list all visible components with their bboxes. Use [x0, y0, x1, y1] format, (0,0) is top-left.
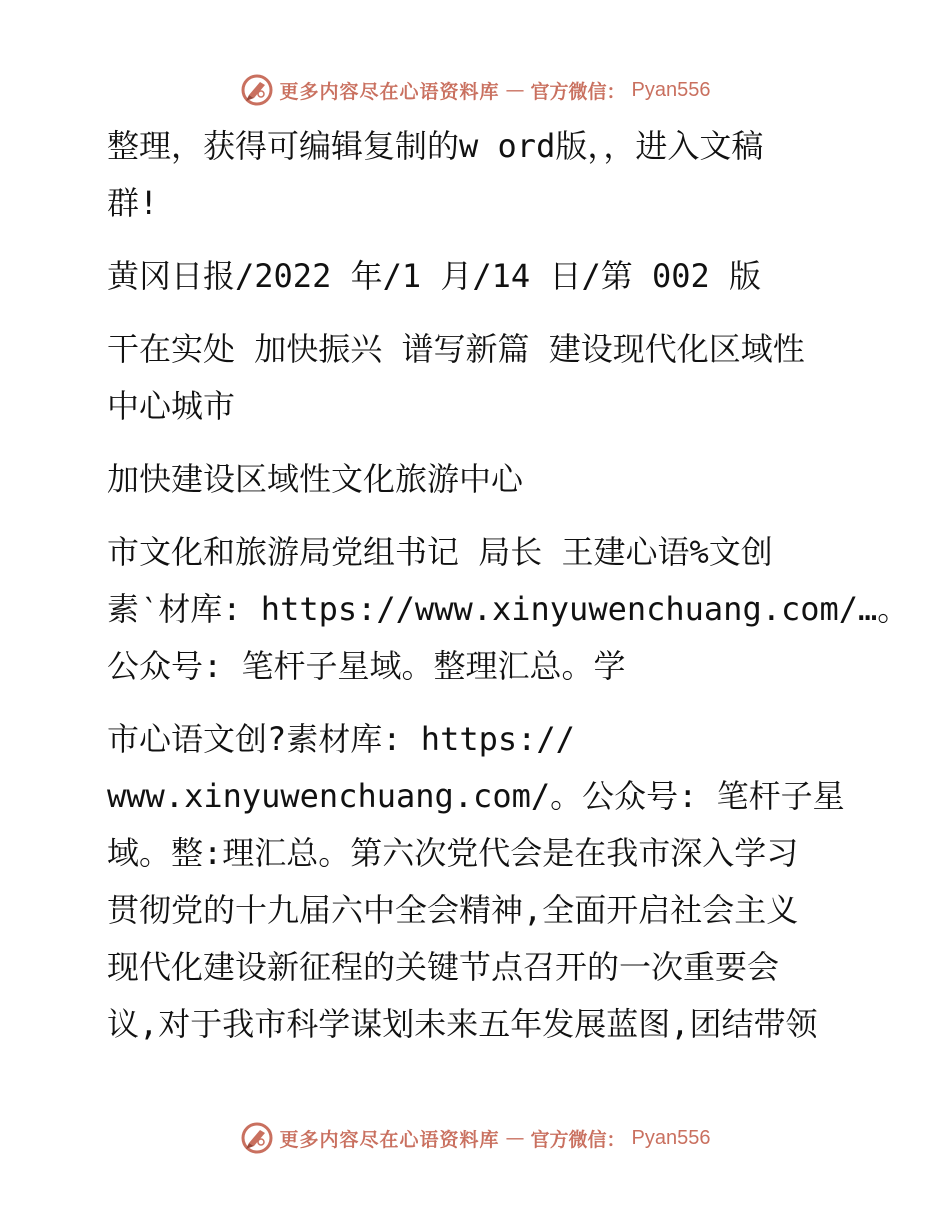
document-body: [97, 118, 910, 1053]
paragraph-subtitle: [97, 451, 857, 508]
paragraph-headline: [97, 321, 857, 435]
header-banner: [0, 70, 950, 110]
banner-title: 更多内容尽在心语资料库: [279, 1128, 500, 1151]
text-line: 贯彻党的十九届六中全会精神,全面开启社会主义: [107, 891, 799, 929]
banner-wechat-label: 官方微信：: [530, 1128, 626, 1151]
brand-logo-icon: [240, 73, 274, 107]
paragraph-body: [97, 711, 857, 1053]
text-line: 群!: [107, 184, 159, 222]
banner-wechat-label: 官方微信：: [530, 80, 626, 103]
banner-dash: —: [505, 1127, 525, 1149]
banner-wechat-id: Pyan556: [631, 78, 711, 101]
text-line: 加快建设区域性文化旅游中心: [107, 460, 524, 498]
text-line: 现代化建设新征程的关键节点召开的一次重要会: [107, 948, 780, 986]
footer-banner: [0, 1118, 950, 1158]
banner-title: 更多内容尽在心语资料库: [279, 80, 500, 103]
text-line: www.xinyuwenchuang.com/。公众号: 笔杆子星: [107, 777, 845, 815]
text-line: 域。整:理汇总。第六次党代会是在我市深入学习: [107, 834, 799, 872]
text-line: 素‵材库: https://www.xinyuwenchuang.com/…。: [107, 590, 910, 628]
text-line: 公众号: 笔杆子星域。整理汇总。学: [107, 647, 626, 685]
paragraph-source: [97, 248, 857, 305]
text-line: 议,对于我市科学谋划未来五年发展蓝图,团结带领: [107, 1005, 818, 1043]
text-line: 干在实处 加快振兴 谱写新篇 建设现代化区域性: [107, 330, 805, 368]
banner-dash: —: [505, 79, 525, 101]
banner-wechat-id: Pyan556: [631, 1126, 711, 1149]
paragraph-author: [97, 524, 910, 695]
paragraph-intro: [97, 118, 857, 232]
text-line: 市心语文创?素材库: https://: [107, 720, 575, 758]
text-line: 市文化和旅游局党组书记 局长 王建心语%文创: [107, 533, 773, 571]
text-line: 整理，获得可编辑复制的w ord版，，进入文稿: [107, 127, 764, 165]
text-line: 中心城市: [107, 387, 236, 425]
text-line: 黄冈日报/2022 年/1 月/14 日/第 002 版: [107, 257, 762, 295]
brand-logo-icon: [240, 1121, 274, 1155]
